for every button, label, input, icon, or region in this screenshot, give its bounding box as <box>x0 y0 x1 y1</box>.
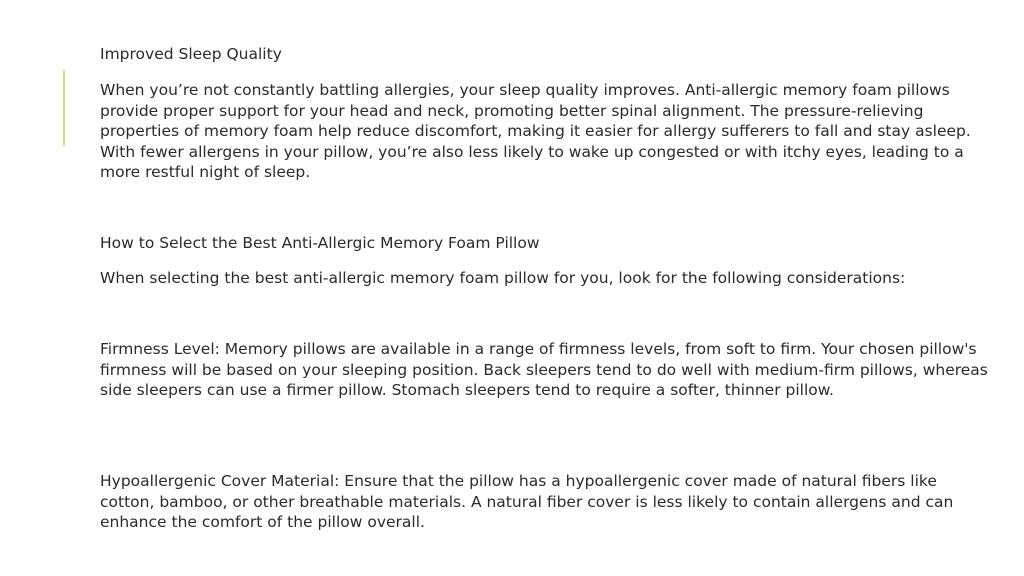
accent-bar <box>63 70 65 146</box>
consideration-firmness-level: Firmness Level: Memory pillows are available in a range of firmness levels, from soft to firm. Your chosen pillow's firmness will be based on your sleeping position. Back sleepers tend to do well with medium-firm pillows, whereas side sleepers can use a firmer pillow. Stomach sleepers tend to require a softer, thinner pillow. <box>100 340 988 399</box>
consideration-cover-material: Hypoallergenic Cover Material: Ensure that the pillow has a hypoallergenic cover made of natural fibers like cotton, bamboo, or other breathable materials. A natural fiber cover is less likely to contain allergens and can enhance the comfort of the pillow overall. <box>100 472 954 531</box>
section-body-improved-sleep: When you’re not constantly battling allergies, your sleep quality improves. Anti-allergic memory foam pillows provide proper support for your head and neck, promoting better spinal alignment. The pressure-relieving properties of memory foam help reduce discomfort, making it easier for allergy sufferers to fall and stay asleep. With fewer allergens in your pillow, you’re also less likely to wake up congested or with itchy eyes, leading to a more restful night of sleep. <box>100 81 971 181</box>
section-heading-how-to-select: How to Select the Best Anti-Allergic Memory Foam Pillow <box>100 234 540 252</box>
section-body-how-to-select: When selecting the best anti-allergic memory foam pillow for you, look for the following considerations: <box>100 269 906 287</box>
section-heading-improved-sleep: Improved Sleep Quality <box>100 45 282 63</box>
